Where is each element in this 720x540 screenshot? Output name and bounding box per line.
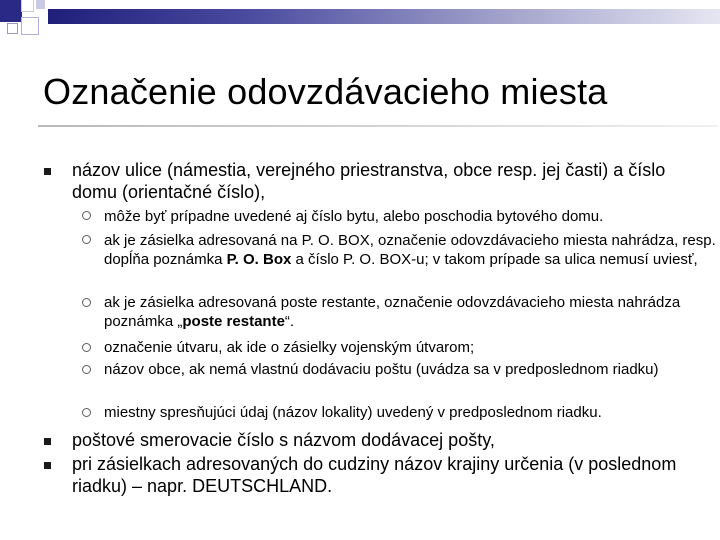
square-bullet-icon xyxy=(44,168,51,175)
square-bullet-icon xyxy=(44,462,51,469)
square-bullet-icon xyxy=(44,438,51,445)
sub-bullet-item: môže byť prípadne uvedené aj číslo bytu, alebo poschodia bytového domu. xyxy=(104,208,604,225)
bullet-item: pri zásielkach adresovaných do cudziny názov krajiny určenia (v poslednom riadku) – napr. DEUTSCHLAND. xyxy=(72,454,677,496)
circle-bullet-icon xyxy=(82,298,91,307)
circle-bullet-icon xyxy=(82,235,91,244)
circle-bullet-icon xyxy=(82,343,91,352)
sub-bullet-item xyxy=(104,293,716,331)
sub-bullet-bold-text: poste restante xyxy=(182,313,285,330)
circle-bullet-icon xyxy=(82,365,91,374)
decorative-square xyxy=(0,0,22,22)
decorative-square xyxy=(8,24,17,33)
decorative-gradient-bar xyxy=(48,9,720,24)
decorative-header xyxy=(0,0,720,40)
sub-bullet-item: miestny spresňujúci údaj (názov lokality) uvedený v predposlednom riadku. xyxy=(104,404,602,421)
circle-bullet-icon xyxy=(82,211,91,220)
bullet-item: názov ulice (námestia, verejného priestranstva, obce resp. jej časti) a číslo domu (orientačné číslo), xyxy=(72,160,666,202)
sub-bullet-text: “. xyxy=(284,313,295,330)
sub-bullet-item xyxy=(104,231,716,269)
bullet-item: poštové smerovacie číslo s názvom dodávacej pošty, xyxy=(72,430,495,450)
title-divider xyxy=(38,125,718,127)
decorative-square xyxy=(36,0,45,9)
decorative-square xyxy=(22,18,38,34)
slide-title: Označenie odovzdávacieho miesta xyxy=(43,71,608,112)
sub-bullet-text: ak je zásielka adresovaná poste restante, označenie odovzdávacieho miesta nahrádza poznámka „ xyxy=(104,294,681,330)
sub-bullet-bold-text: P. O. Box xyxy=(226,251,292,268)
sub-bullet-text: a číslo P. O. BOX-u; v takom prípade sa ulica nemusí uviesť, xyxy=(291,251,698,268)
decorative-square xyxy=(22,0,33,11)
sub-bullet-text: ak je zásielka adresovaná na P. O. BOX, označenie odovzdávacieho miesta nahrádza, resp. dopĺňa poznámka xyxy=(104,232,716,268)
sub-bullet-item: názov obce, ak nemá vlastnú dodávaciu poštu (uvádza sa v predposlednom riadku) xyxy=(104,361,659,378)
sub-bullet-item: označenie útvaru, ak ide o zásielky vojenským útvarom; xyxy=(104,339,475,356)
circle-bullet-icon xyxy=(82,408,91,417)
